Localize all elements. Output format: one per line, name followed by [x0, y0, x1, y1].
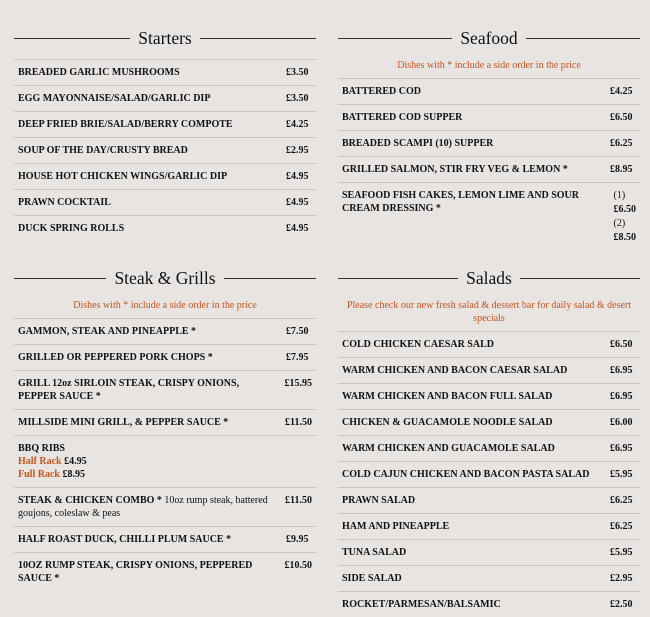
menu-item: [338, 78, 640, 104]
item-name: [18, 442, 87, 481]
item-price: £11.50: [285, 417, 312, 428]
item-name: HOUSE HOT CHICKEN WINGS/GARLIC DIP: [18, 171, 228, 182]
item-price: £6.95: [610, 365, 633, 376]
option-label: Half Rack: [18, 456, 62, 467]
item-price: £4.25: [286, 119, 309, 130]
item-name: BREADED GARLIC MUSHROOMS: [18, 67, 180, 78]
menu-item: [14, 435, 316, 487]
menu-item: [14, 163, 316, 189]
item-name: EGG MAYONNAISE/SALAD/GARLIC DIP: [18, 93, 211, 104]
option-label: Full Rack: [18, 469, 60, 480]
menu-item: [338, 435, 640, 461]
combo-name: STEAK & CHICKEN COMBO *: [18, 495, 162, 506]
seafood-heading: [338, 25, 640, 51]
item-name: DUCK SPRING ROLLS: [18, 223, 125, 234]
heading-rule: [200, 38, 316, 39]
salads-note: Please check our new fresh salad & dessert bar for daily salad & desert specials: [346, 300, 632, 324]
item-price: £6.50: [610, 112, 633, 123]
steak-section: [14, 265, 316, 591]
starters-title: Starters: [138, 27, 192, 48]
item-name: BREADED SCAMPI (10) SUPPER: [342, 138, 494, 149]
starters-section: [14, 25, 316, 241]
heading-rule: [14, 278, 106, 279]
heading-rule: [224, 278, 316, 279]
heading-rule: [14, 38, 130, 39]
seafood-note: Dishes with * include a side order in the price: [397, 60, 581, 71]
item-name: MILLSIDE MINI GRILL, & PEPPER SAUCE *: [18, 417, 229, 428]
item-price: £6.95: [610, 391, 633, 402]
item-name: BATTERED COD: [342, 86, 421, 97]
item-price: £9.95: [286, 534, 309, 545]
item-name: 10OZ RUMP STEAK, CRISPY ONIONS, PEPPERED SAUCE *: [18, 560, 253, 584]
menu-item: [338, 130, 640, 156]
item-name: [18, 494, 268, 520]
steak-title: Steak & Grills: [114, 267, 216, 288]
option-price: £8.95: [62, 469, 85, 480]
item-price: £6.00: [610, 417, 633, 428]
option-price: £4.95: [64, 456, 87, 467]
item-name: COLD CAJUN CHICKEN AND BACON PASTA SALAD: [342, 469, 590, 480]
menu-item: [338, 156, 640, 182]
menu-item: [14, 318, 316, 344]
item-name: GRILLED OR PEPPERED PORK CHOPS *: [18, 352, 213, 363]
menu-item: [338, 357, 640, 383]
item-name: PRAWN COCKTAIL: [18, 197, 111, 208]
item-price-options: [614, 189, 637, 245]
menu-item: [14, 111, 316, 137]
item-name: SIDE SALAD: [342, 573, 402, 584]
item-price: £15.95: [284, 378, 312, 389]
menu-item: [338, 104, 640, 130]
menu-item: [14, 370, 316, 409]
item-name: GRILL 12oz SIRLOIN STEAK, CRISPY ONIONS, PEPPER SAUCE *: [18, 378, 240, 402]
item-price: £5.95: [610, 469, 633, 480]
menu-item: [14, 137, 316, 163]
item-name: GAMMON, STEAK AND PINEAPPLE *: [18, 326, 197, 337]
heading-rule: [520, 278, 640, 279]
heading-rule: [338, 38, 452, 39]
item-price: £10.50: [284, 560, 312, 571]
item-price: £5.95: [610, 547, 633, 558]
heading-rule: [526, 38, 640, 39]
menu-item: [338, 182, 640, 251]
menu-item: [338, 539, 640, 565]
menu-item: [14, 85, 316, 111]
menu-item: [338, 409, 640, 435]
item-price: £2.95: [610, 573, 633, 584]
item-price: £6.95: [610, 443, 633, 454]
price-option-label: (1): [613, 190, 626, 201]
item-price: £8.95: [610, 164, 633, 175]
item-price: £4.95: [286, 223, 309, 234]
starters-heading: [14, 25, 316, 51]
ribs-name: BBQ RIBS: [18, 443, 65, 454]
item-price: £4.25: [610, 86, 633, 97]
item-name: COLD CHICKEN CAESAR SALD: [342, 339, 494, 350]
item-price: £6.25: [610, 521, 633, 532]
item-name: HAM AND PINEAPPLE: [342, 521, 450, 532]
item-name: TUNA SALAD: [342, 547, 407, 558]
item-name: WARM CHICKEN AND GUACAMOLE SALAD: [342, 443, 555, 454]
item-name: HALF ROAST DUCK, CHILLI PLUM SAUCE *: [18, 534, 232, 545]
menu-item: [14, 409, 316, 435]
menu-item: [14, 487, 316, 526]
item-price: £6.25: [610, 138, 633, 149]
item-name: WARM CHICKEN AND BACON CAESAR SALAD: [342, 365, 568, 376]
menu-item: [338, 487, 640, 513]
item-price: £6.25: [610, 495, 633, 506]
item-price: £4.95: [286, 171, 309, 182]
menu-item: [338, 331, 640, 357]
item-price: £4.95: [286, 197, 309, 208]
item-price: £11.50: [285, 495, 312, 506]
menu-item: [14, 344, 316, 370]
seafood-section: [338, 25, 640, 251]
price-option-label: (2): [613, 218, 626, 229]
menu-item: [338, 591, 640, 617]
ribs-half-option: [18, 455, 87, 468]
menu-item: [338, 513, 640, 539]
menu-item: [14, 552, 316, 591]
item-price: £6.50: [610, 339, 633, 350]
menu-item: [14, 189, 316, 215]
menu-item: [338, 565, 640, 591]
menu-item: [14, 59, 316, 85]
steak-heading: [14, 265, 316, 291]
salads-title: Salads: [466, 267, 512, 288]
salads-section: [338, 265, 640, 617]
item-price: £3.50: [286, 93, 309, 104]
menu-item: [14, 215, 316, 241]
item-name: SEAFOOD FISH CAKES, LEMON LIME AND SOUR CREAM DRESSING *: [342, 190, 579, 214]
heading-rule: [338, 278, 458, 279]
item-price: £2.95: [286, 145, 309, 156]
item-name: CHICKEN & GUACAMOLE NOODLE SALAD: [342, 417, 553, 428]
steak-note: Dishes with * include a side order in the price: [73, 300, 257, 311]
ribs-full-option: [18, 468, 87, 481]
item-price: £7.50: [286, 326, 309, 337]
seafood-title: Seafood: [460, 27, 518, 48]
item-name: PRAWN SALAD: [342, 495, 416, 506]
item-price: £6.50: [613, 204, 636, 215]
item-price: £2.50: [610, 599, 633, 610]
item-name: BATTERED COD SUPPER: [342, 112, 463, 123]
item-price: £7.95: [286, 352, 309, 363]
item-name: GRILLED SALMON, STIR FRY VEG & LEMON *: [342, 164, 568, 175]
menu-item: [338, 383, 640, 409]
item-name: ROCKET/PARMESAN/BALSAMIC: [342, 599, 501, 610]
item-name: WARM CHICKEN AND BACON FULL SALAD: [342, 391, 553, 402]
menu-item: [14, 526, 316, 552]
item-price: £8.50: [613, 232, 636, 243]
item-price: £3.50: [286, 67, 309, 78]
salads-heading: [338, 265, 640, 291]
item-name: DEEP FRIED BRIE/SALAD/BERRY COMPOTE: [18, 119, 233, 130]
item-description: 10oz rump steak, battered goujons, coleslaw & peas: [18, 495, 268, 519]
item-name: SOUP OF THE DAY/CRUSTY BREAD: [18, 145, 188, 156]
menu-item: [338, 461, 640, 487]
